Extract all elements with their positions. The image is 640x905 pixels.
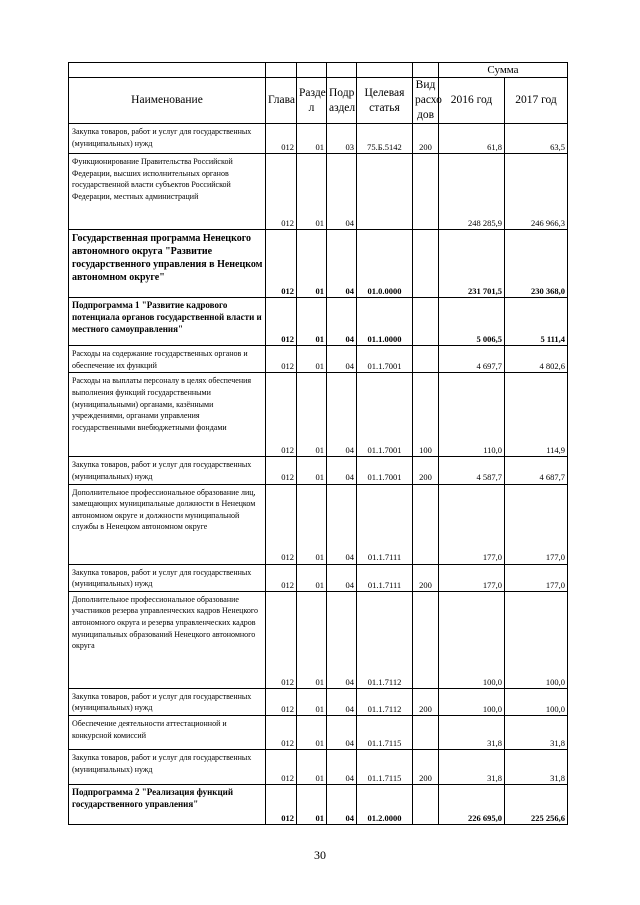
cell-ch: 012 [266, 373, 297, 457]
cell-sub: 04 [327, 484, 357, 564]
cell-sub: 04 [327, 591, 357, 688]
cell-sub: 04 [327, 154, 357, 230]
cell-v2016: 4 587,7 [439, 457, 505, 484]
cell-ch: 012 [266, 346, 297, 373]
cell-target: 01.1.7115 [357, 716, 413, 750]
budget-table [68, 62, 568, 825]
cell-target: 01.1.7112 [357, 591, 413, 688]
cell-sec: 01 [297, 688, 327, 715]
cell-sec: 01 [297, 591, 327, 688]
cell-target: 01.2.0000 [357, 785, 413, 825]
kind-header: Вид расхо дов [413, 78, 439, 124]
cell-v2016: 4 697,7 [439, 346, 505, 373]
cell-name: Закупка товаров, работ и услуг для государственных (муниципальных) нужд [69, 688, 266, 715]
cell-sub: 04 [327, 298, 357, 346]
cell-kind [413, 484, 439, 564]
cell-target: 01.1.7001 [357, 346, 413, 373]
cell-v2017: 246 966,3 [505, 154, 568, 230]
cell-target: 75.Б.5142 [357, 124, 413, 154]
cell-target: 01.1.7115 [357, 750, 413, 785]
table-row [69, 298, 568, 346]
cell-sub: 04 [327, 457, 357, 484]
cell-v2017: 31,8 [505, 716, 568, 750]
cell-ch: 012 [266, 785, 297, 825]
table-row [69, 785, 568, 825]
page-number: 30 [314, 848, 326, 862]
header-row [69, 78, 568, 124]
sum-header: Сумма [439, 63, 568, 78]
cell-target: 01.1.7001 [357, 373, 413, 457]
cell-sec: 01 [297, 154, 327, 230]
cell-name: Подпрограмма 2 "Реализация функций государственного управления" [69, 785, 266, 825]
table-row [69, 716, 568, 750]
cell-v2017: 177,0 [505, 484, 568, 564]
table-row [69, 750, 568, 785]
cell-name: Обеспечение деятельности аттестационной и конкурсной комиссий [69, 716, 266, 750]
cell-sub: 04 [327, 688, 357, 715]
cell-ch: 012 [266, 154, 297, 230]
cell-kind [413, 785, 439, 825]
table-row [69, 457, 568, 484]
name-header: Наименование [69, 78, 266, 124]
cell-v2017: 114,9 [505, 373, 568, 457]
table-row [69, 154, 568, 230]
cell-sec: 01 [297, 346, 327, 373]
cell-kind: 200 [413, 457, 439, 484]
cell-ch: 012 [266, 457, 297, 484]
cell-sub: 04 [327, 716, 357, 750]
cell-v2016: 231 701,5 [439, 230, 505, 298]
cell-sub: 04 [327, 230, 357, 298]
cell-target: 01.1.7111 [357, 484, 413, 564]
cell-sec: 01 [297, 457, 327, 484]
cell-v2016: 177,0 [439, 564, 505, 591]
cell-sec: 01 [297, 716, 327, 750]
cell-v2017: 4 687,7 [505, 457, 568, 484]
cell-sub: 04 [327, 564, 357, 591]
cell-sec: 01 [297, 750, 327, 785]
cell-target: 01.1.7001 [357, 457, 413, 484]
cell-v2016: 248 285,9 [439, 154, 505, 230]
cell-target: 01.1.7111 [357, 564, 413, 591]
table-row [69, 688, 568, 715]
cell-v2017: 5 111,4 [505, 298, 568, 346]
subsection-header: Подр аздел [327, 78, 357, 124]
cell-ch: 012 [266, 591, 297, 688]
cell-kind [413, 591, 439, 688]
cell-name: Закупка товаров, работ и услуг для государственных (муниципальных) нужд [69, 564, 266, 591]
cell-kind [413, 346, 439, 373]
cell-v2016: 61,8 [439, 124, 505, 154]
cell-kind [413, 154, 439, 230]
cell-v2016: 5 006,5 [439, 298, 505, 346]
cell-kind: 200 [413, 124, 439, 154]
cell-sec: 01 [297, 230, 327, 298]
cell-ch: 012 [266, 564, 297, 591]
cell-v2017: 100,0 [505, 591, 568, 688]
header-row-top [69, 63, 568, 78]
cell-name: Закупка товаров, работ и услуг для государственных (муниципальных) нужд [69, 750, 266, 785]
cell-sub: 04 [327, 785, 357, 825]
target-header: Целевая статья [357, 78, 413, 124]
cell-ch: 012 [266, 750, 297, 785]
cell-kind: 200 [413, 688, 439, 715]
cell-kind [413, 298, 439, 346]
table-row [69, 346, 568, 373]
cell-sec: 01 [297, 298, 327, 346]
cell-name: Закупка товаров, работ и услуг для государственных (муниципальных) нужд [69, 124, 266, 154]
cell-sec: 01 [297, 564, 327, 591]
cell-kind: 200 [413, 564, 439, 591]
cell-kind [413, 230, 439, 298]
cell-target [357, 154, 413, 230]
cell-v2016: 100,0 [439, 688, 505, 715]
table-row [69, 124, 568, 154]
cell-v2016: 100,0 [439, 591, 505, 688]
cell-v2016: 177,0 [439, 484, 505, 564]
cell-name: Дополнительное профессиональное образование лиц, замещающих муниципальные должности в Ненецком автономном округе и должности муниципальной службы в Ненецком автономном округе [69, 484, 266, 564]
cell-v2016: 226 695,0 [439, 785, 505, 825]
cell-v2016: 31,8 [439, 750, 505, 785]
cell-name: Функционирование Правительства Российской Федерации, высших исполнительных органов государственной власти субъектов Российской Федерации, местных администраций [69, 154, 266, 230]
cell-name: Закупка товаров, работ и услуг для государственных (муниципальных) нужд [69, 457, 266, 484]
section-header: Разде л [297, 78, 327, 124]
cell-v2017: 63,5 [505, 124, 568, 154]
cell-sub: 03 [327, 124, 357, 154]
cell-sec: 01 [297, 124, 327, 154]
cell-sec: 01 [297, 373, 327, 457]
cell-sub: 04 [327, 373, 357, 457]
cell-v2017: 31,8 [505, 750, 568, 785]
cell-target: 01.0.0000 [357, 230, 413, 298]
cell-v2016: 110,0 [439, 373, 505, 457]
table-row [69, 484, 568, 564]
table-row [69, 230, 568, 298]
cell-ch: 012 [266, 230, 297, 298]
cell-name: Подпрограмма 1 "Развитие кадрового потенциала органов государственной власти и местного самоуправления" [69, 298, 266, 346]
cell-ch: 012 [266, 688, 297, 715]
cell-sec: 01 [297, 484, 327, 564]
table-row [69, 564, 568, 591]
cell-v2017: 230 368,0 [505, 230, 568, 298]
cell-sec: 01 [297, 785, 327, 825]
cell-ch: 012 [266, 124, 297, 154]
year-2016-header: 2016 год [439, 78, 505, 124]
cell-v2017: 225 256,6 [505, 785, 568, 825]
chapter-header: Глава [266, 78, 297, 124]
cell-target: 01.1.0000 [357, 298, 413, 346]
table-row [69, 373, 568, 457]
cell-name: Расходы на выплаты персоналу в целях обеспечения выполнения функций государственными (муниципальными) органами, казёнными учреждениями, органами управления государственными внебюджетными фондами [69, 373, 266, 457]
cell-sub: 04 [327, 346, 357, 373]
cell-name: Государственная программа Ненецкого автономного округа "Развитие государственного управления в Ненецком автономном округе" [69, 230, 266, 298]
cell-name: Расходы на содержание государственных органов и обеспечение их функций [69, 346, 266, 373]
cell-v2016: 31,8 [439, 716, 505, 750]
cell-kind: 200 [413, 750, 439, 785]
cell-ch: 012 [266, 484, 297, 564]
cell-kind [413, 716, 439, 750]
cell-target: 01.1.7112 [357, 688, 413, 715]
cell-v2017: 4 802,6 [505, 346, 568, 373]
cell-kind: 100 [413, 373, 439, 457]
cell-ch: 012 [266, 716, 297, 750]
cell-sub: 04 [327, 750, 357, 785]
cell-v2017: 177,0 [505, 564, 568, 591]
cell-ch: 012 [266, 298, 297, 346]
cell-v2017: 100,0 [505, 688, 568, 715]
table-row [69, 591, 568, 688]
year-2017-header: 2017 год [505, 78, 568, 124]
cell-name: Дополнительное профессиональное образование участников резерва управленческих кадров Ненецкого автономного округа и резерва управленческих кадров муниципальных образований Ненецкого автономного округа [69, 591, 266, 688]
